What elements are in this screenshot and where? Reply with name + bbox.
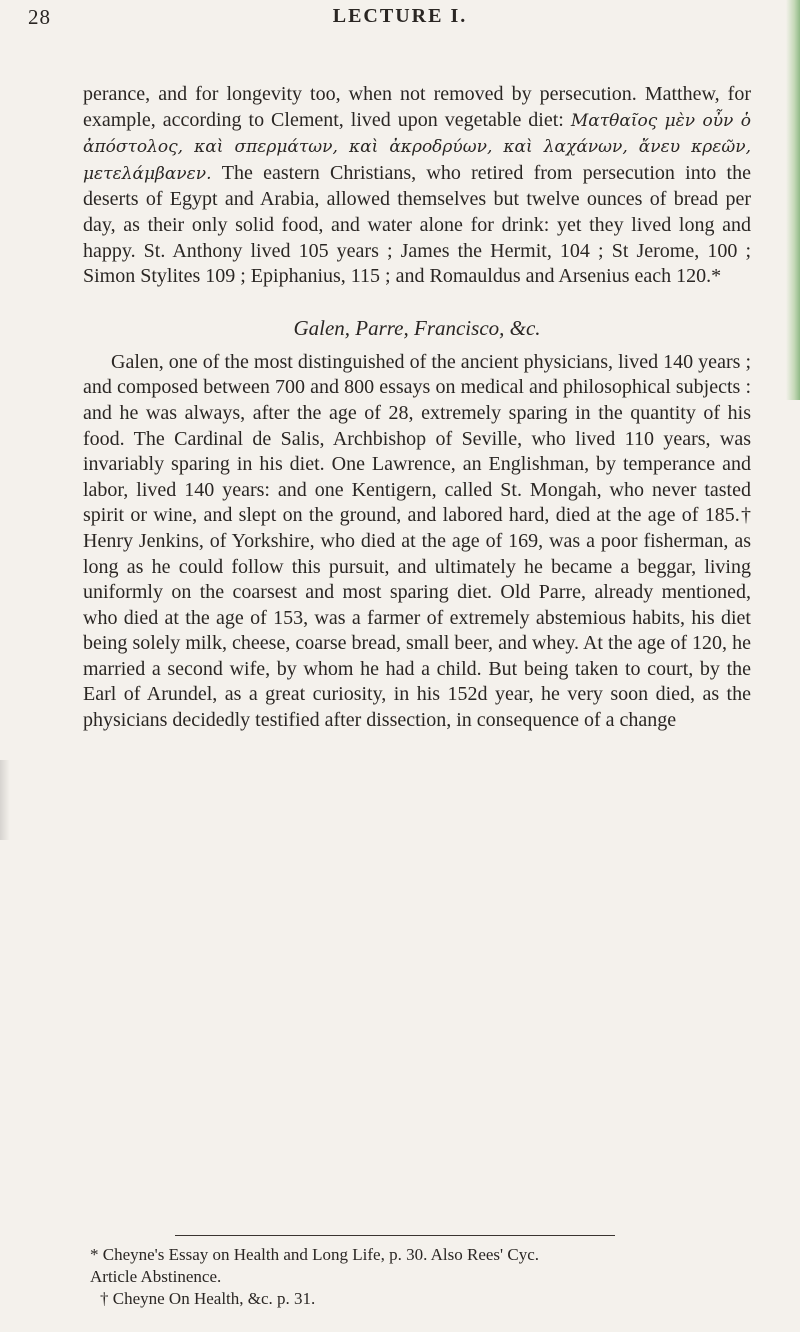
footnote-1: * Cheyne's Essay on Health and Long Life, p. 30. Also Rees' Cyc. [90, 1245, 539, 1264]
page-edge-stain [786, 0, 800, 400]
paragraph-text: The eastern Christians, who retired from persecution into the deserts of Egypt and Arabia, allowed themselves but twelve ounces of bread per day, as their only solid food, and water alone for drink: yet they lived long and happy. St. Anthony lived 105 years ; James the Hermit, 104 ; St Jerome, 100 ; Simon Stylites 109 ; Epiphanius, 115 ; and Romauldus and Arsenius each 120.* [83, 161, 751, 288]
footnote-2: † Cheyne On Health, &c. p. 31. [100, 1289, 316, 1308]
paragraph-text: perance, and for longevity too, when not removed by persecution. Matthew, for example, according to Clement, lived upon vegetable diet: [83, 83, 751, 131]
page-number: 28 [28, 5, 51, 29]
paragraph-continued [83, 82, 751, 290]
main-text [83, 82, 751, 734]
footnote-1-continued: Article Abstinence. [90, 1267, 222, 1286]
page-edge-shadow [0, 760, 10, 840]
running-head: LECTURE I. [332, 5, 468, 27]
footnote-rule [175, 1235, 615, 1236]
section-heading: Galen, Parre, Francisco, &c. [293, 315, 541, 340]
greek-quotation: Ματθαῖος μὲν οὖν ὁ ἀπόστολος, καὶ σπερμάτων, καὶ ἀκροδρύων, καὶ λαχάνων, ἄνευ κρεῶν, μετελάμβανεν. [83, 110, 751, 184]
footnotes [90, 1244, 750, 1310]
paragraph-galen: Galen, one of the most distinguished of the ancient physicians, lived 140 years ; and composed between 700 and 800 essays on medical and philosophical subjects : and he was always, after the age of 28, extremely sparing in the quantity of his food. The Cardinal de Salis, Archbishop of Seville, who lived 110 years, was invariably sparing in his diet. One Lawrence, an Englishman, by temperance and labor, lived 140 years: and one Kentigern, called St. Mongah, who never tasted spirit or wine, and slept on the ground, and labored hard, died at the age of 185.† Henry Jenkins, of Yorkshire, who died at the age of 169, was a poor fisherman, as long as he could follow this pursuit, and ultimately he became a beggar, living uniformly on the coarsest and most sparing diet. Old Parre, already mentioned, who died at the age of 153, was a farmer of extremely abstemious habits, his diet being solely milk, cheese, coarse bread, small beer, and whey. At the age of 120, he married a second wife, by whom he had a child. But being taken to court, by the Earl of Arundel, as a great curiosity, in his 152d year, he very soon died, as the physicians decidedly testified after dissection, in consequence of a change [83, 350, 751, 732]
